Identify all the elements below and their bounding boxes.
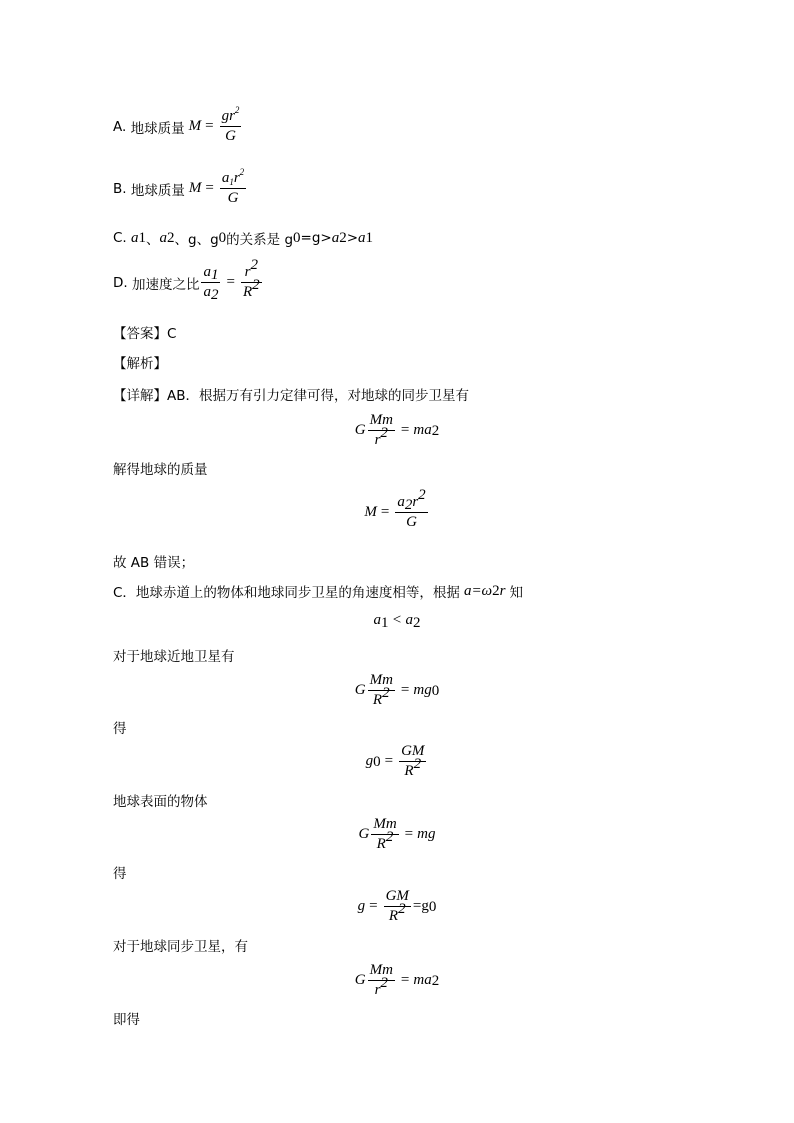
option-d-num-sub: 1: [210, 267, 219, 283]
eq2-den: G: [406, 514, 417, 530]
eq5-lhs: g: [365, 753, 374, 769]
eq8-g: G: [354, 972, 366, 988]
option-d-rden-sup: 2: [252, 277, 260, 293]
option-b-fraction: [220, 167, 246, 207]
line-c: C．地球赤道上的物体和地球同步卫星的角速度相等，根据 a =ω 2 r 知: [113, 582, 523, 601]
eq4-g: G: [354, 682, 366, 698]
option-d-fraction-left: [201, 264, 220, 301]
option-b-text: 地球质量: [130, 182, 185, 199]
eq6-num: Mm: [371, 816, 398, 835]
line-sync: 对于地球同步卫星，有: [113, 939, 248, 955]
option-b-label: B.: [113, 180, 127, 197]
eq8-eq: =: [400, 972, 410, 988]
eq2-eq: =: [380, 504, 390, 520]
equation-8: G $\frac{Mm}{r^2}$ = ma 2: [354, 962, 440, 998]
eq3-a2: a: [405, 612, 414, 628]
option-c-a2: a: [159, 229, 168, 246]
equation-7: g = $\frac{GM}{R^2}$ =g 0: [357, 888, 437, 924]
line-c-formula-a: a: [463, 582, 472, 599]
equation-4: G $\frac{Mm}{R^2}$ = mg 0: [354, 672, 440, 708]
eq1-num: Mm: [368, 412, 395, 431]
eq7-num: GM: [384, 888, 411, 907]
option-c-rel: =g>: [300, 230, 332, 246]
option-d-den: a: [203, 284, 211, 300]
line-end: 即得: [113, 1012, 140, 1028]
option-a-num-sup: 2: [234, 105, 240, 115]
option-d-rnum-sup: 2: [250, 257, 258, 273]
equation-6: [0, 816, 794, 853]
option-b-lhs: M: [188, 180, 202, 196]
line-surface: 地球表面的物体: [113, 794, 208, 810]
eq1-rhs: ma: [413, 422, 432, 438]
eq6-den: R: [376, 836, 386, 852]
eq2-lhs: M: [364, 504, 377, 520]
eq3-sub2: 2: [413, 615, 421, 631]
eq2-num-sup: 2: [418, 487, 426, 503]
option-d-rden: R: [242, 284, 253, 300]
option-a: [113, 105, 243, 145]
eq1-g: G: [354, 422, 366, 438]
eq5-den: R: [404, 763, 414, 779]
option-d-rnum: r: [244, 264, 251, 280]
option-a-fraction: [220, 105, 242, 145]
option-a-lhs: M: [188, 118, 202, 134]
equation-2: [0, 487, 794, 531]
option-c-gt: >: [346, 230, 359, 246]
option-a-num: gr: [221, 108, 235, 124]
equation-3: [0, 612, 794, 629]
option-a-label: A.: [113, 118, 127, 135]
eq7-den: R: [388, 908, 399, 924]
answer-value: C: [167, 326, 177, 342]
eq2-num-r: r: [412, 494, 419, 510]
eq2-num-sub: 2: [404, 497, 413, 513]
option-c-rel-a1: a: [358, 229, 366, 246]
eq5-num: GM: [399, 743, 426, 762]
eq1-eq: =: [400, 422, 410, 438]
eq8-den: r: [374, 982, 381, 998]
eq5-eq: =: [384, 753, 394, 769]
option-b-num-sup: 2: [239, 167, 245, 177]
eq5-den-sup: 2: [413, 756, 422, 772]
line-c-text: C．地球赤道上的物体和地球同步卫星的角速度相等，根据: [113, 585, 460, 601]
option-b-eq: =: [205, 180, 214, 196]
eq7-tail: =g: [412, 898, 429, 914]
line-de-1: 得: [113, 721, 127, 737]
line-mass: 解得地球的质量: [113, 462, 208, 478]
option-d-fraction-right: [241, 257, 262, 301]
eq6-rhs: mg: [417, 826, 436, 842]
equation-1: G $\frac{Mm}{r^2}$ = ma 2: [354, 412, 440, 448]
eq3-lt: <: [392, 612, 402, 628]
option-a-eq: =: [205, 118, 214, 134]
eq6-g: G: [358, 826, 370, 842]
option-c-sep2: 、g、g: [174, 232, 219, 248]
eq4-den-sup: 2: [382, 685, 390, 701]
option-d-eq: =: [226, 274, 235, 290]
option-c-sep1: 、: [146, 232, 160, 248]
line-de-2: 得: [113, 866, 127, 882]
option-d-num: a: [203, 264, 211, 280]
eq8-rhs: ma: [413, 972, 432, 988]
option-a-text: 地球质量: [130, 120, 185, 137]
option-a-den: G: [225, 128, 236, 144]
option-b-den: G: [227, 190, 239, 206]
option-d-den-sub: 2: [210, 287, 219, 303]
equation-5: g 0 = $\frac{GM}{R^2}$: [365, 743, 425, 779]
line-c-formula-r: r: [499, 582, 506, 599]
answer-line: [113, 322, 176, 342]
eq6-eq: =: [404, 826, 414, 842]
eq8-den-sup: 2: [380, 975, 388, 991]
line-c-tail: 知: [509, 585, 523, 601]
eq4-rhs: mg: [413, 682, 432, 698]
eq7-den-sup: 2: [398, 901, 406, 917]
answer-tag: 【答案】: [113, 326, 167, 342]
line-near: 对于地球近地卫星有: [113, 649, 235, 665]
option-d: [113, 257, 264, 303]
option-b: [113, 167, 248, 207]
option-d-label: D.: [113, 274, 128, 291]
option-b-num-r: r: [233, 170, 240, 186]
option-c-mid: 的关系是 g: [226, 232, 294, 248]
option-b-num-a: a: [221, 170, 230, 186]
eq1-den: r: [374, 432, 381, 448]
eq6-den-sup: 2: [385, 829, 394, 845]
line-ab: 故 AB 错误；: [113, 555, 195, 571]
option-b-num-a-sub: 1: [229, 177, 234, 187]
analysis-tag: 【解析】: [113, 356, 167, 372]
eq7-eq: =: [369, 898, 378, 914]
line-c-formula-eq: =ω: [471, 582, 493, 599]
eq7-lhs: g: [357, 898, 366, 914]
eq4-num: Mm: [368, 672, 395, 691]
eq3-sub1: 1: [380, 615, 389, 631]
eq4-eq: =: [400, 682, 410, 698]
detail-tag: 【详解】: [113, 388, 167, 404]
option-d-text: 加速度之比: [131, 276, 200, 293]
eq4-den: R: [372, 692, 383, 708]
option-c-rel-a2: a: [331, 229, 340, 246]
option-c-label: C.: [113, 230, 127, 246]
detail-text: AB．根据万有引力定律可得，对地球的同步卫星有: [167, 388, 469, 404]
option-c: C. a 1 、 a 2 、g、g 0 的关系是 g 0 =g> a 2 > a 1: [113, 229, 374, 248]
eq8-num: Mm: [368, 962, 395, 981]
option-c-a1: a: [131, 229, 139, 246]
eq1-den-sup: 2: [380, 425, 388, 441]
eq3-a1: a: [373, 612, 381, 628]
eq2-num: a: [397, 494, 405, 510]
detail-line: [113, 384, 469, 404]
